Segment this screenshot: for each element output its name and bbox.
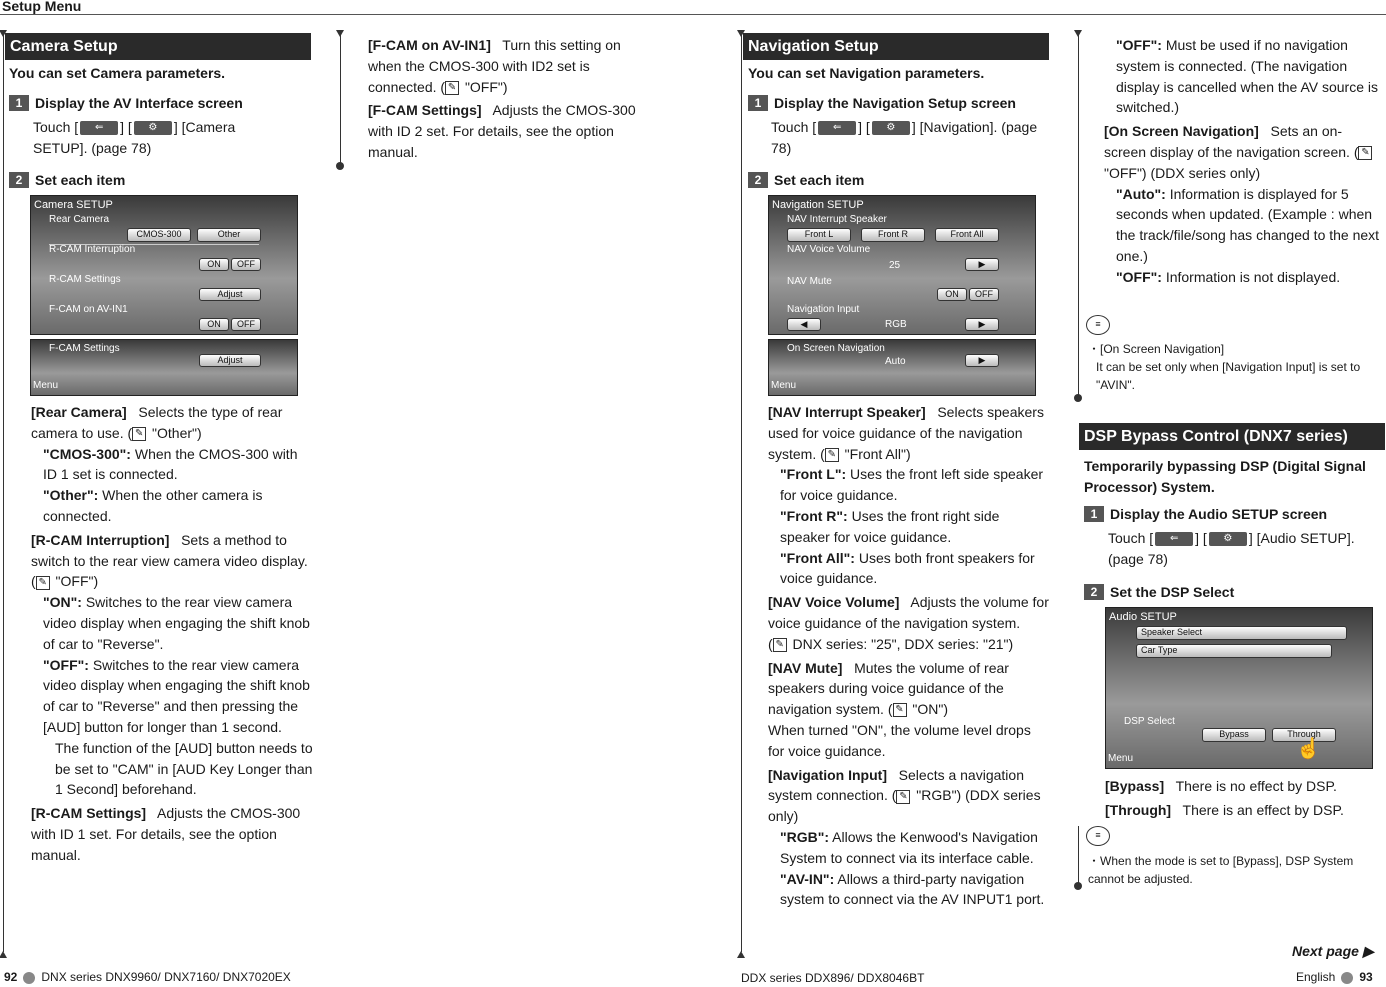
nis-desc [768, 402, 1050, 464]
item-key: [Navigation Input] [768, 766, 887, 783]
default-icon: ✎ [825, 448, 839, 462]
item-desc: When the other camera is connected. [43, 487, 263, 524]
osn-value: Auto [885, 356, 906, 367]
front-all-button[interactable]: Front All [935, 228, 999, 242]
default-icon: ✎ [896, 790, 910, 804]
touch-pre: Touch [ [33, 119, 79, 135]
step-number: 2 [9, 172, 29, 188]
step-label: Display the AV Interface screen [35, 95, 243, 111]
camera-setup-screenshot [30, 195, 298, 335]
default-icon: ✎ [36, 576, 50, 590]
screen-label: NAV Interrupt Speaker [787, 214, 887, 225]
item-desc: There is an effect by DSP. [1182, 801, 1344, 818]
dsp-note: ・When the mode is set to [Bypass], DSP System cannot be adjusted. [1088, 854, 1354, 886]
osn-desc [1104, 121, 1384, 183]
bypass-button[interactable]: Bypass [1202, 728, 1266, 742]
nav-step1 [748, 95, 1016, 111]
off-desc [1104, 35, 1384, 118]
item-desc: Information is not displayed. [1161, 268, 1341, 285]
screen-label: R-CAM Interruption [49, 244, 136, 255]
page-dot-icon [1341, 972, 1353, 984]
item-default: "ON") [908, 701, 948, 718]
note-icon: ≡ [1086, 826, 1110, 846]
touch-pre: Touch [ [771, 119, 817, 135]
item-key: [R-CAM Settings] [31, 805, 147, 822]
item-desc: Allows the Kenwood's Navigation System to connect via its interface cable. [780, 828, 1038, 866]
step-number: 2 [1084, 584, 1104, 600]
nav-setup-screenshot [768, 195, 1036, 335]
footer-left [4, 970, 291, 984]
screen-title: Audio SETUP [1109, 611, 1177, 623]
item-desc: Adjusts the volume for voice guidance of the navigation system. [768, 594, 1049, 631]
on-button[interactable]: ON [199, 258, 229, 271]
page-dot-icon [23, 972, 35, 984]
off-desc2: The function of the [AUD] button needs to be set to "CAM" in [AUD Key Longer than 1 Second] beforehand. [55, 739, 313, 798]
next-arrow-button[interactable]: ▶ [965, 318, 999, 331]
item-default: "Other") [148, 424, 202, 441]
step-number: 2 [748, 172, 768, 188]
next-page-label: Next page [1292, 943, 1359, 959]
dsp-step2 [1084, 584, 1234, 600]
step-label: Set the DSP Select [1110, 584, 1235, 600]
item-desc: Sets a method to switch to the rear view camera video display. ( [31, 531, 308, 590]
camera-items [31, 402, 313, 866]
item-key: "OFF": [1116, 268, 1162, 285]
dsp-intro: Temporarily bypassing DSP (Digital Signal Processor) System. [1084, 458, 1366, 495]
menu-label[interactable]: Menu [33, 380, 59, 391]
item-default: "OFF") [51, 573, 99, 590]
rear-camera-desc [31, 402, 313, 444]
screen-label: On Screen Navigation [787, 343, 885, 354]
default-icon: ✎ [893, 703, 907, 717]
item-key: "Front All": [780, 549, 855, 566]
touch-mid: ] [ [1195, 530, 1207, 546]
item-key: [NAV Mute] [768, 659, 843, 676]
off-desc [31, 655, 313, 738]
adjust-button[interactable]: Adjust [199, 354, 261, 367]
off-button[interactable]: OFF [969, 288, 999, 301]
footer-mid: DDX series DDX896/ DDX8046BT [741, 971, 925, 985]
back-icon: ⇐ [1155, 532, 1193, 546]
next-arrow-button[interactable]: ▶ [965, 354, 999, 367]
item-desc: Selects the type of rear camera to use. ( [31, 404, 283, 441]
front-l-button[interactable]: Front L [787, 228, 851, 242]
default-icon: ✎ [773, 638, 787, 652]
nav-items-col2 [1104, 35, 1384, 288]
item-default: "OFF") (DDX series only) [1104, 164, 1261, 181]
item-key: [NAV Voice Volume] [768, 594, 900, 611]
next-page[interactable] [1292, 943, 1374, 960]
through-button[interactable]: Through [1272, 728, 1336, 742]
header-title: Setup Menu [2, 0, 82, 14]
osn-off-desc [1104, 267, 1384, 288]
item-desc: Turn this setting on when the CMOS-300 with ID2 set is connected. ( [368, 37, 621, 95]
item-key: "OFF": [1116, 37, 1162, 53]
nav-step1-touch [771, 117, 1043, 159]
item-key: "AV-IN": [780, 870, 835, 887]
through-desc [1105, 800, 1385, 821]
avin-desc [768, 869, 1050, 911]
step-label: Display the Audio SETUP screen [1110, 506, 1328, 522]
step-number: 1 [9, 95, 29, 111]
nav-setup-screenshot-2 [768, 339, 1036, 396]
note-line1: ・[On Screen Navigation] [1088, 342, 1225, 356]
item-key: [Bypass] [1105, 778, 1165, 794]
language-text: English [1296, 970, 1336, 984]
item-desc: Uses the front left side speaker for voice guidance. [780, 466, 1044, 504]
rcam-int-desc [31, 530, 313, 592]
on-button[interactable]: ON [199, 318, 229, 331]
touch-post: ] [Navigation]. (page 78) [771, 119, 1038, 156]
volume-value: 25 [889, 260, 901, 271]
page-number: 93 [1359, 970, 1373, 984]
dsp-section-title: DSP Bypass Control (DNX7 series) [1079, 423, 1385, 450]
item-key: "RGB": [780, 828, 830, 845]
camera-step2 [9, 172, 125, 188]
cmos-desc [31, 444, 313, 486]
column-line-3 [741, 32, 742, 952]
camera-items-col2 [368, 35, 640, 163]
series-text: DNX series DNX9960/ DNX7160/ DNX7020EX [41, 970, 291, 984]
touch-post: ] [Camera SETUP]. (page 78) [33, 119, 236, 156]
touch-mid: ] [ [858, 119, 870, 135]
item-desc: Uses both front speakers for voice guidance. [780, 549, 1035, 587]
item-key: [Rear Camera] [31, 404, 127, 420]
menu-label[interactable]: Menu [771, 380, 797, 391]
tools-icon: ⚙ [872, 121, 910, 135]
column-line-2 [340, 32, 341, 166]
tools-icon: ⚙ [1209, 532, 1247, 546]
dsp-step1 [1084, 506, 1327, 522]
item-key: "Other": [43, 487, 99, 504]
fa-desc [768, 548, 1050, 590]
header-rule [0, 14, 1386, 15]
note-text: When the mode is set to [Bypass], DSP System cannot be adjusted. [1088, 854, 1354, 886]
hand-pointer-icon: ☝ [1296, 738, 1321, 760]
item-desc: Selects a navigation system connection. ( [768, 766, 1024, 804]
camera-section-title: Camera Setup [5, 33, 311, 60]
screen-label: F-CAM on AV-IN1 [49, 304, 128, 315]
off-button[interactable]: OFF [231, 258, 261, 271]
next-arrow-icon: ▶ [1362, 943, 1374, 959]
item-desc: Allows a third-party navigation system to connect via the AV INPUT1 port. [780, 870, 1045, 908]
screen-label: F-CAM Settings [49, 343, 120, 354]
fcam-desc [368, 35, 640, 97]
screen-label: Navigation Input [787, 304, 860, 315]
nav-note [1088, 340, 1378, 394]
nav-section-title: Navigation Setup [743, 33, 1049, 60]
item-desc: Adjusts the CMOS-300 with ID 2 set. For details, see the option manual. [368, 102, 636, 160]
fr-desc [768, 506, 1050, 548]
item-desc: Must be used if no navigation system is connected. (The navigation display is cancelled when the AV source is switched.) [1116, 37, 1378, 116]
other-button[interactable]: Other [197, 228, 261, 242]
item-default: "RGB") (DDX series only) [768, 787, 1041, 825]
on-desc [31, 592, 313, 654]
screen-label: Rear Camera [49, 214, 110, 225]
back-icon: ⇐ [80, 121, 118, 135]
column-line-1 [3, 32, 4, 952]
item-desc: Information is displayed for 5 seconds when updated. (Example : when the track/file/song has changed to the next one.) [1116, 185, 1380, 264]
step-label: Set each item [35, 172, 126, 188]
item-desc: Mutes the volume of rear speakers during voice guidance of the navigation system. ( [768, 659, 1009, 718]
camera-step1 [9, 95, 243, 111]
footer-right [1296, 970, 1373, 984]
item-key: "Front L": [780, 466, 847, 483]
item-desc: Selects speakers used for voice guidance of the navigation system. ( [768, 404, 1044, 462]
on-button[interactable]: ON [937, 288, 967, 301]
step-number: 1 [748, 95, 768, 111]
default-icon: ✎ [1358, 146, 1372, 160]
cmos-button[interactable]: CMOS-300 [127, 228, 191, 242]
screen-label: NAV Mute [787, 276, 832, 287]
rcam-set-desc [31, 803, 313, 865]
back-icon: ⇐ [818, 121, 856, 135]
prev-arrow-button[interactable]: ◀ [787, 318, 821, 331]
camera-intro: You can set Camera parameters. [9, 65, 226, 81]
item-key: "ON": [43, 594, 82, 611]
step-label: Display the Navigation Setup screen [774, 95, 1016, 111]
screen-title: Navigation SETUP [772, 199, 864, 211]
dsp-items [1105, 776, 1385, 821]
step-number: 1 [1084, 506, 1104, 522]
camera-step1-touch [33, 117, 293, 159]
off-button[interactable]: OFF [231, 318, 261, 331]
audio-setup-screenshot [1105, 607, 1373, 769]
item-key: "Front R": [780, 507, 848, 524]
item-desc2: When turned "ON", the volume level drops for voice guidance. [768, 721, 1031, 759]
nav-step2 [748, 172, 864, 188]
screen-label: R-CAM Settings [49, 274, 121, 285]
item-desc: Switches to the rear view camera video display when engaging the shift knob of car to "Reverse". [43, 594, 310, 652]
default-icon: ✎ [132, 427, 146, 441]
screen-label: NAV Voice Volume [787, 244, 871, 255]
item-key: [F-CAM on AV-IN1] [368, 37, 491, 53]
column-line-4 [1078, 32, 1079, 398]
item-key: [On Screen Navigation] [1104, 123, 1259, 140]
input-value: RGB [885, 319, 907, 330]
next-arrow-button[interactable]: ▶ [965, 258, 999, 271]
nav-intro: You can set Navigation parameters. [748, 65, 985, 81]
note-line2: It can be set only when [Navigation Input] is set to "AVIN". [1096, 360, 1361, 392]
nav-items [768, 402, 1050, 910]
fcam-set-desc [368, 100, 640, 162]
column-line-5 [1078, 826, 1079, 886]
other-desc [31, 485, 313, 527]
screen-label: DSP Select [1124, 716, 1175, 727]
item-key: [F-CAM Settings] [368, 102, 482, 119]
note-icon: ≡ [1086, 315, 1110, 335]
car-type-button[interactable]: Car Type [1136, 644, 1332, 658]
touch-mid: ] [ [120, 119, 132, 135]
item-desc: Sets an on-screen display of the navigation screen. ( [1104, 123, 1359, 160]
nvv-desc: [NAV Voice Volume] Adjusts the volume for voice guidance of the navigation system. ( ✎ DNX series: "25", DDX series: "21") [768, 594, 1049, 652]
camera-setup-screenshot-2 [30, 339, 298, 396]
touch-pre: Touch [ [1108, 530, 1154, 546]
adjust-button[interactable]: Adjust [199, 288, 261, 301]
rgb-desc [768, 827, 1050, 869]
step-label: Set each item [774, 172, 865, 188]
dsp-step1-touch [1108, 528, 1384, 570]
auto-desc [1104, 184, 1384, 267]
item-key: [NAV Interrupt Speaker] [768, 404, 926, 420]
item-desc: Uses the front right side speaker for voice guidance. [780, 507, 1000, 545]
item-key: [R-CAM Interruption] [31, 531, 170, 548]
bypass-desc [1105, 776, 1385, 797]
speaker-select-button[interactable]: Speaker Select [1136, 626, 1347, 640]
front-r-button[interactable]: Front R [861, 228, 925, 242]
item-default: "Front All") [840, 445, 911, 462]
default-icon: ✎ [445, 81, 459, 95]
item-key: "CMOS-300": [43, 445, 131, 462]
item-key: [Through] [1105, 801, 1172, 818]
mute-desc [768, 658, 1050, 762]
touch-post: ] [Audio SETUP]. (page 78) [1108, 530, 1355, 567]
item-desc: When the CMOS-300 with ID 1 set is connected. [43, 445, 298, 483]
menu-label[interactable]: Menu [1108, 753, 1134, 764]
tools-icon: ⚙ [134, 121, 172, 135]
item-key: "Auto": [1116, 185, 1166, 202]
item-desc: There is no effect by DSP. [1175, 778, 1337, 794]
item-default: DNX series: "25", DDX series: "21") [788, 635, 1014, 652]
fl-desc [768, 464, 1050, 506]
item-default: "OFF") [461, 78, 508, 95]
input-desc [768, 765, 1050, 827]
item-key: "OFF": [43, 656, 89, 673]
item-desc: Switches to the rear view camera video display when engaging the shift knob of car to "Reverse" and then pressing the [AUD] button for longer than 1 second. [43, 656, 310, 735]
note-text: [On Screen Navigation] [1100, 342, 1225, 356]
screen-title: Camera SETUP [34, 199, 113, 211]
item-desc: Adjusts the CMOS-300 with ID 1 set. For details, see the option manual. [31, 805, 301, 863]
page-number: 92 [4, 970, 18, 984]
